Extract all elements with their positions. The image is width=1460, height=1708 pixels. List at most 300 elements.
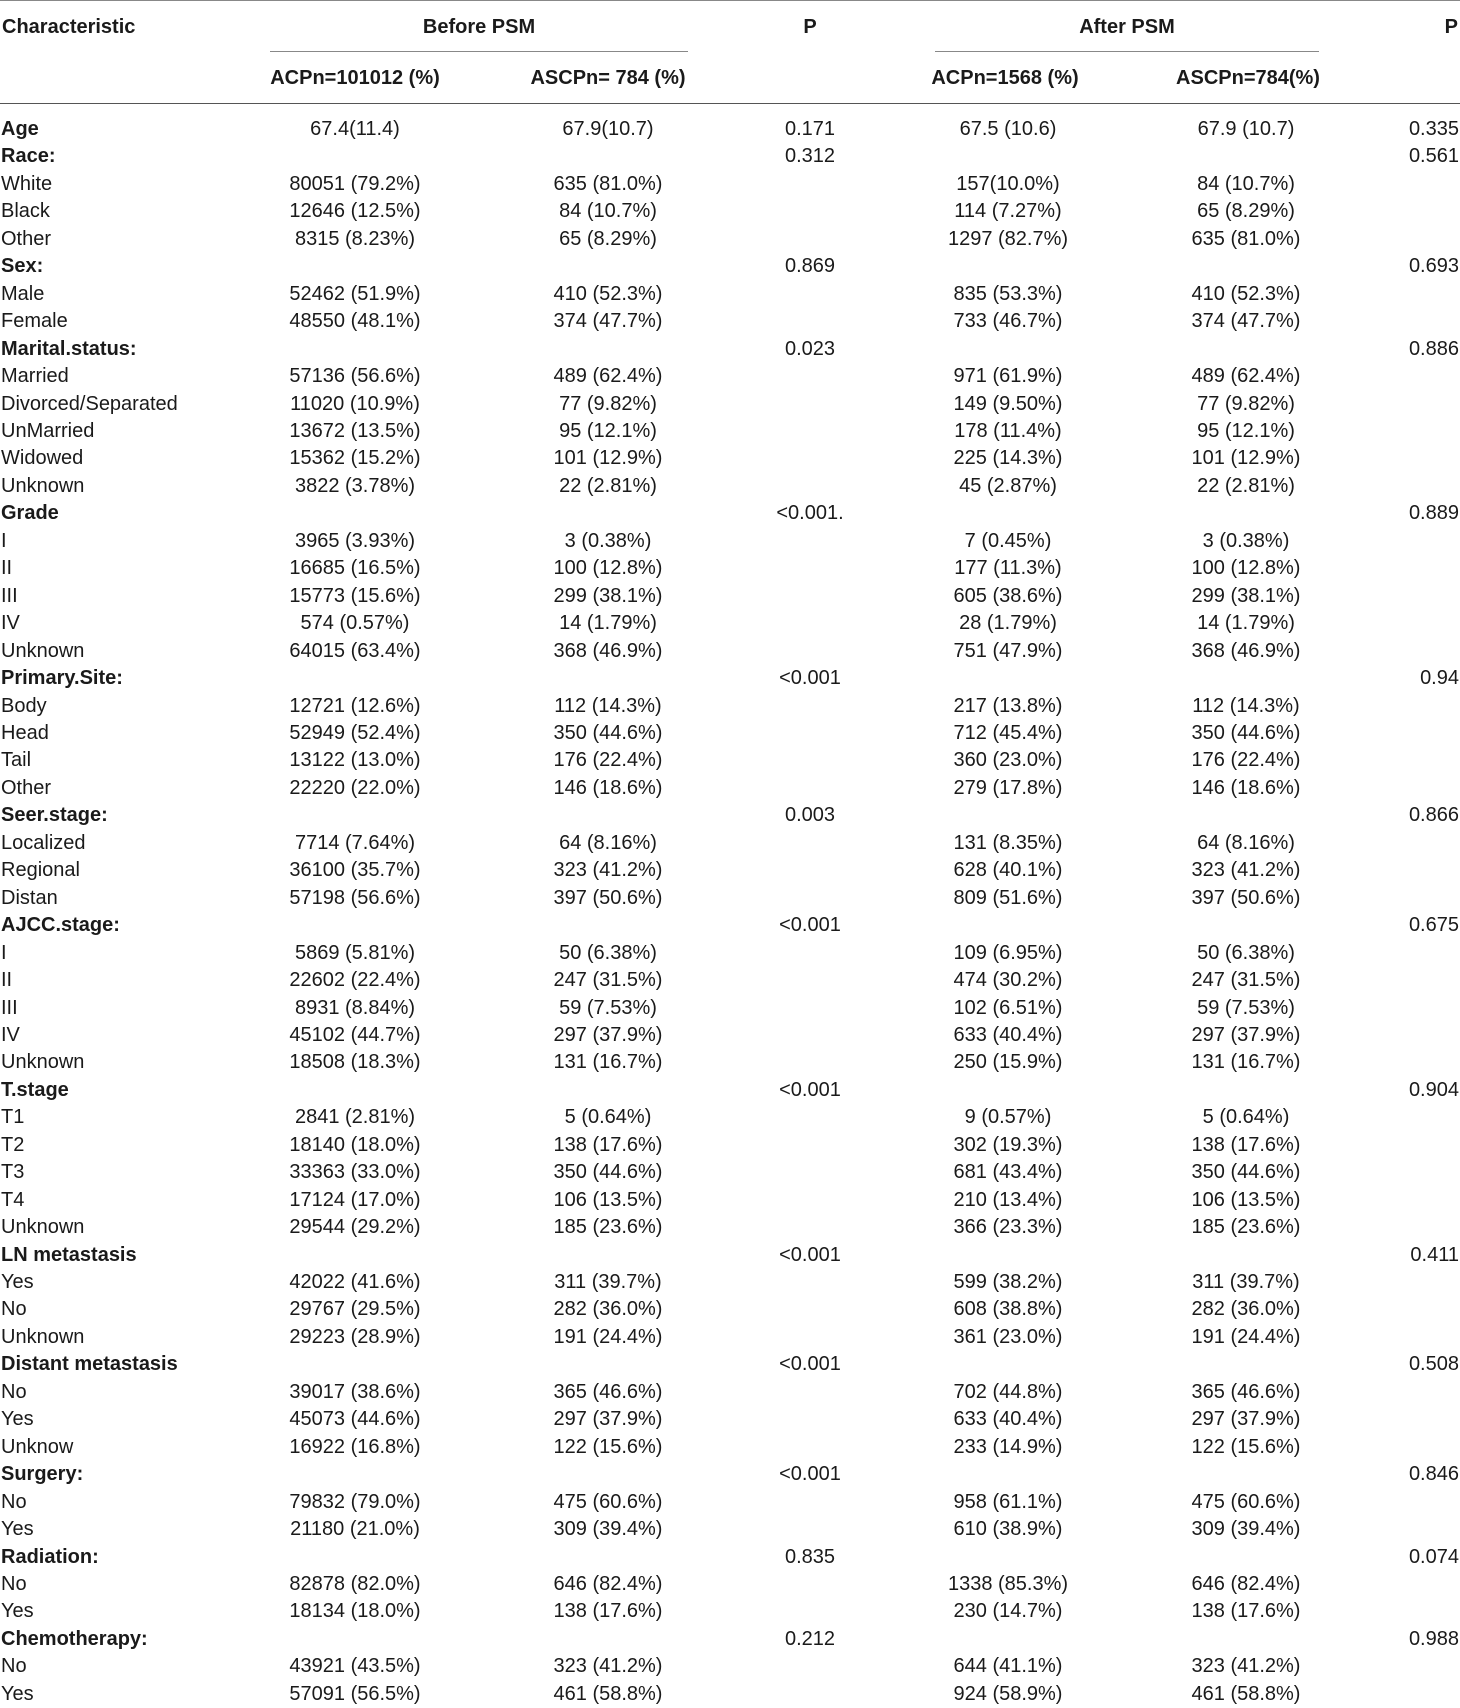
cell-acp-after: 360 (23.0%) <box>953 749 1063 772</box>
cell-ascp-after: 14 (1.79%) <box>1197 612 1295 635</box>
cell-acp-after: 233 (14.9%) <box>953 1435 1063 1458</box>
cell-ascp-before: 397 (50.6%) <box>553 886 663 909</box>
cell-ascp-before: 475 (60.6%) <box>553 1490 663 1513</box>
header-rule-before <box>270 51 688 52</box>
row-label: I <box>1 941 7 964</box>
table-row <box>0 1269 1460 1296</box>
table-row <box>0 1104 1460 1131</box>
cell-ascp-after: 146 (18.6%) <box>1191 776 1301 799</box>
table-group-row <box>0 1626 1460 1653</box>
cell-acp-before: 52462 (51.9%) <box>289 282 421 305</box>
cell-ascp-before: 22 (2.81%) <box>559 474 657 497</box>
table-row <box>0 1516 1460 1543</box>
cell-ascp-before: 84 (10.7%) <box>559 200 657 223</box>
row-label: T1 <box>1 1106 25 1129</box>
cell-acp-before: 18140 (18.0%) <box>289 1133 421 1156</box>
cell-ascp-before: 138 (17.6%) <box>553 1133 663 1156</box>
row-label: Yes <box>1 1408 34 1431</box>
cell-p-before: 0.312 <box>784 145 836 168</box>
row-label: Radiation: <box>1 1545 99 1568</box>
cell-acp-before: 52949 (52.4%) <box>289 721 421 744</box>
cell-acp-before: 7714 (7.64%) <box>294 831 416 854</box>
cell-acp-after: 102 (6.51%) <box>953 996 1063 1019</box>
cell-acp-after: 178 (11.4%) <box>954 419 1062 442</box>
row-label: Body <box>1 694 47 717</box>
cell-p-before: <0.001 <box>779 1463 841 1486</box>
cell-acp-before: 22220 (22.0%) <box>289 776 421 799</box>
cell-ascp-after: 350 (44.6%) <box>1191 1161 1301 1184</box>
row-label: Sex: <box>1 255 44 278</box>
row-label: T4 <box>1 1188 25 1211</box>
cell-acp-before: 18134 (18.0%) <box>289 1600 421 1623</box>
table-row <box>0 473 1460 500</box>
row-label: AJCC.stage: <box>1 914 120 937</box>
row-label: Divorced/Separated <box>1 392 178 415</box>
cell-ascp-before: 297 (37.9%) <box>553 1023 663 1046</box>
cell-ascp-before: 461 (58.8%) <box>553 1682 663 1705</box>
cell-p-before: 0.212 <box>784 1627 836 1650</box>
table-row <box>0 1489 1460 1516</box>
row-label: Unknown <box>1 1051 85 1074</box>
cell-p-before: 0.171 <box>784 118 836 140</box>
header-acp-before: ACPn=101012 (%) <box>270 67 440 89</box>
cell-acp-after: 114 (7.27%) <box>954 200 1062 223</box>
cell-acp-before: 29544 (29.2%) <box>289 1216 421 1239</box>
cell-ascp-before: 131 (16.7%) <box>553 1051 663 1074</box>
table-row <box>0 940 1460 967</box>
cell-acp-before: 45073 (44.6%) <box>289 1408 421 1431</box>
cell-p-before: <0.001 <box>779 1078 841 1101</box>
table-row <box>0 775 1460 802</box>
table-row <box>0 528 1460 555</box>
row-label: Yes <box>1 1682 34 1705</box>
cell-ascp-after: 22 (2.81%) <box>1197 474 1295 497</box>
header-p-before: P <box>803 16 817 38</box>
row-label: UnMarried <box>1 419 95 442</box>
cell-ascp-before: 122 (15.6%) <box>553 1435 663 1458</box>
table-row <box>0 610 1460 637</box>
cell-ascp-after: 410 (52.3%) <box>1191 282 1301 305</box>
cell-ascp-after: 247 (31.5%) <box>1191 969 1301 992</box>
cell-ascp-after: 297 (37.9%) <box>1191 1023 1301 1046</box>
cell-acp-after: 628 (40.1%) <box>953 859 1063 882</box>
cell-acp-after: 361 (23.0%) <box>953 1325 1063 1348</box>
row-label: IV <box>1 1023 20 1046</box>
row-label: No <box>1 1298 27 1321</box>
table-row <box>0 171 1460 198</box>
cell-ascp-before: 410 (52.3%) <box>553 282 663 305</box>
cell-acp-after: 217 (13.8%) <box>953 694 1063 717</box>
cell-acp-before: 33363 (33.0%) <box>289 1161 421 1184</box>
table-row <box>0 363 1460 390</box>
cell-p-after: 0.866 <box>1408 804 1459 827</box>
cell-acp-after: 702 (44.8%) <box>953 1380 1063 1403</box>
table-row <box>0 1434 1460 1461</box>
cell-ascp-before: 100 (12.8%) <box>553 557 663 580</box>
row-label: T2 <box>1 1133 25 1156</box>
cell-ascp-before: 64 (8.16%) <box>559 831 657 854</box>
table-row <box>0 995 1460 1022</box>
cell-ascp-after: 311 (39.7%) <box>1192 1271 1300 1294</box>
cell-ascp-after: 131 (16.7%) <box>1191 1051 1301 1074</box>
cell-acp-before: 3822 (3.78%) <box>294 474 416 497</box>
cell-ascp-before: 3 (0.38%) <box>564 529 652 552</box>
table-row <box>0 1049 1460 1076</box>
row-label: Seer.stage: <box>1 804 108 827</box>
row-label: Unknown <box>1 474 85 497</box>
table-group-row <box>0 1351 1460 1378</box>
cell-acp-after: 45 (2.87%) <box>959 474 1057 497</box>
cell-acp-after: 7 (0.45%) <box>964 529 1052 552</box>
cell-ascp-after: 489 (62.4%) <box>1191 365 1301 388</box>
header-ascp-before: ASCPn= 784 (%) <box>530 67 686 89</box>
row-label: Unknown <box>1 1325 85 1348</box>
cell-p-after: 0.846 <box>1408 1463 1459 1486</box>
cell-ascp-before: 368 (46.9%) <box>553 639 663 662</box>
cell-acp-after: 302 (19.3%) <box>953 1133 1063 1156</box>
cell-acp-after: 751 (47.9%) <box>953 639 1063 662</box>
cell-ascp-after: 5 (0.64%) <box>1202 1106 1290 1129</box>
table-row <box>0 418 1460 445</box>
cell-p-after: 0.335 <box>1408 118 1459 140</box>
table-group-row <box>0 1461 1460 1488</box>
row-label: Male <box>1 282 45 305</box>
cell-ascp-after: 50 (6.38%) <box>1197 941 1295 964</box>
cell-acp-before: 80051 (79.2%) <box>289 172 421 195</box>
cell-acp-before: 13672 (13.5%) <box>289 419 421 442</box>
cell-ascp-after: 84 (10.7%) <box>1197 172 1295 195</box>
cell-ascp-after: 350 (44.6%) <box>1191 721 1301 744</box>
cell-ascp-after: 59 (7.53%) <box>1197 996 1295 1019</box>
row-label: Unknown <box>1 1216 85 1239</box>
table-group-row <box>0 253 1460 280</box>
cell-acp-after: 157(10.0%) <box>956 172 1060 195</box>
cell-ascp-before: 138 (17.6%) <box>553 1600 663 1623</box>
cell-acp-before: 2841 (2.81%) <box>294 1106 416 1129</box>
row-label: Unknown <box>1 639 85 662</box>
cell-p-after: 0.411 <box>1410 1243 1459 1266</box>
cell-p-before: 0.023 <box>784 337 836 360</box>
cell-acp-after: 971 (61.9%) <box>953 365 1063 388</box>
row-label: Unknow <box>1 1435 74 1458</box>
table-group-row <box>0 500 1460 527</box>
cell-ascp-before: 112 (14.3%) <box>554 694 662 717</box>
cell-p-before: <0.001 <box>779 914 841 937</box>
row-label: No <box>1 1490 27 1513</box>
cell-acp-before: 8315 (8.23%) <box>294 227 416 250</box>
table-row <box>0 281 1460 308</box>
cell-acp-after: 9 (0.57%) <box>964 1106 1052 1129</box>
cell-ascp-after: 191 (24.4%) <box>1191 1325 1301 1348</box>
cell-ascp-before: 247 (31.5%) <box>553 969 663 992</box>
cell-acp-after: 599 (38.2%) <box>953 1271 1063 1294</box>
cell-acp-after: 1297 (82.7%) <box>947 227 1069 250</box>
cell-ascp-before: 635 (81.0%) <box>553 172 663 195</box>
cell-acp-before: 18508 (18.3%) <box>289 1051 421 1074</box>
cell-ascp-before: 191 (24.4%) <box>553 1325 663 1348</box>
table-row <box>0 1187 1460 1214</box>
table-body <box>0 116 1460 1708</box>
table-row <box>0 1296 1460 1323</box>
cell-p-before: <0.001. <box>776 502 844 525</box>
table-row <box>0 967 1460 994</box>
cell-acp-after: 835 (53.3%) <box>953 282 1063 305</box>
row-label: II <box>1 969 13 992</box>
cell-acp-before: 48550 (48.1%) <box>289 310 421 333</box>
row-label: LN metastasis <box>1 1243 137 1266</box>
table-row <box>0 1022 1460 1049</box>
row-label: III <box>1 996 18 1019</box>
row-label: Yes <box>1 1271 34 1294</box>
cell-acp-after: 633 (40.4%) <box>953 1023 1063 1046</box>
cell-ascp-before: 176 (22.4%) <box>553 749 663 772</box>
cell-acp-after: 149 (9.50%) <box>953 392 1063 415</box>
cell-acp-before: 11020 (10.9%) <box>290 392 420 415</box>
table-row <box>0 445 1460 472</box>
table-row <box>0 693 1460 720</box>
header-acp-after: ACPn=1568 (%) <box>931 67 1079 89</box>
cell-p-after: 0.074 <box>1408 1545 1459 1568</box>
table-group-row <box>0 912 1460 939</box>
table-group-row <box>0 665 1460 692</box>
table-row <box>0 1598 1460 1625</box>
header-p-after: P <box>1444 16 1458 38</box>
cell-p-after: 0.988 <box>1408 1627 1459 1650</box>
row-label: Age <box>1 118 39 140</box>
row-label: Head <box>1 721 49 744</box>
table-row <box>0 583 1460 610</box>
cell-ascp-after: 374 (47.7%) <box>1191 310 1301 333</box>
row-label: Tail <box>1 749 32 772</box>
cell-ascp-after: 3 (0.38%) <box>1202 529 1290 552</box>
cell-p-after: 0.904 <box>1408 1078 1459 1101</box>
table-row <box>0 747 1460 774</box>
cell-ascp-before: 77 (9.82%) <box>559 392 657 415</box>
cell-ascp-after: 64 (8.16%) <box>1197 831 1295 854</box>
cell-ascp-after: 67.9 (10.7) <box>1197 118 1295 140</box>
table-row <box>0 1132 1460 1159</box>
cell-ascp-before: 14 (1.79%) <box>559 612 657 635</box>
row-label: Localized <box>1 831 86 854</box>
cell-acp-before: 82878 (82.0%) <box>289 1573 421 1596</box>
cell-ascp-before: 311 (39.7%) <box>554 1271 662 1294</box>
cell-ascp-after: 100 (12.8%) <box>1191 557 1301 580</box>
row-label: Grade <box>1 502 59 525</box>
cell-acp-after: 809 (51.6%) <box>953 886 1063 909</box>
cell-acp-after: 230 (14.7%) <box>953 1600 1063 1623</box>
cell-ascp-before: 95 (12.1%) <box>559 419 657 442</box>
cell-ascp-before: 5 (0.64%) <box>564 1106 652 1129</box>
cell-acp-after: 681 (43.4%) <box>953 1161 1063 1184</box>
header-before-psm: Before PSM <box>422 16 536 38</box>
cell-acp-after: 633 (40.4%) <box>953 1408 1063 1431</box>
row-label: Surgery: <box>1 1463 84 1486</box>
row-label: No <box>1 1573 27 1596</box>
table-row <box>0 1324 1460 1351</box>
row-label: Other <box>1 776 52 799</box>
table-row <box>0 638 1460 665</box>
cell-acp-after: 109 (6.95%) <box>953 941 1063 964</box>
cell-ascp-after: 365 (46.6%) <box>1191 1380 1301 1403</box>
table-group-row <box>0 1544 1460 1571</box>
cell-ascp-after: 397 (50.6%) <box>1191 886 1301 909</box>
cell-ascp-after: 299 (38.1%) <box>1191 584 1301 607</box>
cell-ascp-before: 299 (38.1%) <box>553 584 663 607</box>
table-row <box>0 555 1460 582</box>
row-label: White <box>1 172 53 195</box>
table-row <box>0 1681 1460 1708</box>
cell-ascp-before: 309 (39.4%) <box>553 1518 663 1541</box>
cell-ascp-after: 138 (17.6%) <box>1191 1133 1301 1156</box>
cell-acp-before: 43921 (43.5%) <box>289 1655 421 1678</box>
cell-acp-after: 605 (38.6%) <box>953 584 1063 607</box>
cell-ascp-after: 176 (22.4%) <box>1191 749 1301 772</box>
cell-p-after: 0.94 <box>1420 667 1459 690</box>
row-label: Race: <box>1 145 56 168</box>
table-group-row <box>0 143 1460 170</box>
cell-ascp-after: 323 (41.2%) <box>1191 1655 1301 1678</box>
cell-ascp-before: 146 (18.6%) <box>553 776 663 799</box>
cell-p-after: 0.886 <box>1408 337 1459 360</box>
cell-ascp-after: 122 (15.6%) <box>1191 1435 1301 1458</box>
table-row <box>0 308 1460 335</box>
table-row <box>0 1214 1460 1241</box>
cell-acp-before: 16922 (16.8%) <box>289 1435 421 1458</box>
row-label: IV <box>1 612 20 635</box>
cell-acp-before: 57198 (56.6%) <box>289 886 421 909</box>
row-label: III <box>1 584 18 607</box>
cell-acp-after: 279 (17.8%) <box>953 776 1063 799</box>
table-row <box>0 885 1460 912</box>
cell-ascp-before: 374 (47.7%) <box>553 310 663 333</box>
cell-ascp-before: 59 (7.53%) <box>559 996 657 1019</box>
table-row <box>0 1159 1460 1186</box>
header-characteristic: Characteristic <box>2 16 136 38</box>
cell-acp-before: 15362 (15.2%) <box>289 447 421 470</box>
row-label: No <box>1 1380 27 1403</box>
cell-acp-before: 12721 (12.6%) <box>289 694 421 717</box>
cell-ascp-before: 185 (23.6%) <box>553 1216 663 1239</box>
cell-ascp-before: 297 (37.9%) <box>553 1408 663 1431</box>
table-row <box>0 1653 1460 1680</box>
cell-ascp-after: 138 (17.6%) <box>1191 1600 1301 1623</box>
table-group-row <box>0 116 1460 143</box>
cell-ascp-before: 489 (62.4%) <box>553 365 663 388</box>
cell-acp-after: 924 (58.9%) <box>953 1682 1063 1705</box>
cell-acp-before: 42022 (41.6%) <box>289 1271 421 1294</box>
table-row <box>0 830 1460 857</box>
cell-ascp-after: 646 (82.4%) <box>1191 1573 1301 1596</box>
row-label: I <box>1 529 7 552</box>
table-row <box>0 391 1460 418</box>
cell-p-before: 0.835 <box>784 1545 836 1568</box>
row-label: Widowed <box>1 447 84 470</box>
cell-acp-after: 28 (1.79%) <box>959 612 1057 635</box>
cell-p-before: 0.003 <box>784 804 836 827</box>
cell-acp-before: 16685 (16.5%) <box>289 557 421 580</box>
cell-acp-before: 21180 (21.0%) <box>290 1518 420 1541</box>
cell-ascp-before: 365 (46.6%) <box>553 1380 663 1403</box>
cell-ascp-after: 106 (13.5%) <box>1191 1188 1301 1211</box>
cell-p-after: 0.693 <box>1408 255 1459 278</box>
table-header <box>0 0 1460 104</box>
cell-ascp-before: 101 (12.9%) <box>553 447 663 470</box>
cell-ascp-after: 65 (8.29%) <box>1197 200 1295 223</box>
cell-acp-after: 67.5 (10.6) <box>959 118 1057 140</box>
cell-p-after: 0.561 <box>1408 145 1459 168</box>
cell-acp-after: 210 (13.4%) <box>953 1188 1063 1211</box>
cell-ascp-before: 106 (13.5%) <box>553 1188 663 1211</box>
cell-p-after: 0.675 <box>1408 914 1459 937</box>
cell-ascp-before: 323 (41.2%) <box>553 859 663 882</box>
row-label: Married <box>1 365 69 388</box>
table-group-row <box>0 802 1460 829</box>
row-label: II <box>1 557 13 580</box>
table-row <box>0 1571 1460 1598</box>
cell-acp-before: 79832 (79.0%) <box>289 1490 421 1513</box>
cell-p-after: 0.508 <box>1408 1353 1459 1376</box>
cell-ascp-before: 323 (41.2%) <box>553 1655 663 1678</box>
cell-acp-after: 644 (41.1%) <box>953 1655 1063 1678</box>
cell-ascp-after: 461 (58.8%) <box>1191 1682 1301 1705</box>
cell-ascp-after: 297 (37.9%) <box>1191 1408 1301 1431</box>
row-label: Black <box>1 200 50 223</box>
cell-ascp-after: 323 (41.2%) <box>1191 859 1301 882</box>
cell-ascp-after: 309 (39.4%) <box>1191 1518 1301 1541</box>
cell-ascp-after: 475 (60.6%) <box>1191 1490 1301 1513</box>
cell-ascp-after: 77 (9.82%) <box>1197 392 1295 415</box>
header-rule-after <box>935 51 1319 52</box>
row-label: Regional <box>1 859 80 882</box>
row-label: Yes <box>1 1518 34 1541</box>
cell-acp-after: 225 (14.3%) <box>953 447 1063 470</box>
cell-acp-after: 366 (23.3%) <box>953 1216 1063 1239</box>
cell-acp-after: 131 (8.35%) <box>953 831 1063 854</box>
cell-acp-before: 64015 (63.4%) <box>289 639 421 662</box>
cell-p-after: 0.889 <box>1408 502 1459 525</box>
cell-p-before: <0.001 <box>779 1353 841 1376</box>
cell-acp-before: 574 (0.57%) <box>300 612 410 635</box>
cell-acp-before: 39017 (38.6%) <box>289 1380 421 1403</box>
cell-acp-before: 13122 (13.0%) <box>289 749 421 772</box>
cell-acp-after: 712 (45.4%) <box>953 721 1063 744</box>
row-label: Marital.status: <box>1 337 137 360</box>
table-row <box>0 1379 1460 1406</box>
row-label: No <box>1 1655 27 1678</box>
cell-p-before: 0.869 <box>784 255 836 278</box>
cell-acp-before: 29767 (29.5%) <box>289 1298 421 1321</box>
cell-ascp-before: 350 (44.6%) <box>553 721 663 744</box>
header-after-psm: After PSM <box>1079 16 1175 38</box>
cell-acp-before: 12646 (12.5%) <box>289 200 421 223</box>
row-label: Yes <box>1 1600 34 1623</box>
cell-acp-after: 958 (61.1%) <box>953 1490 1063 1513</box>
cell-acp-after: 474 (30.2%) <box>953 969 1063 992</box>
cell-acp-after: 733 (46.7%) <box>953 310 1063 333</box>
cell-acp-before: 22602 (22.4%) <box>289 969 421 992</box>
cell-acp-before: 8931 (8.84%) <box>294 996 416 1019</box>
cell-ascp-after: 368 (46.9%) <box>1191 639 1301 662</box>
table-group-row <box>0 1242 1460 1269</box>
table-row <box>0 198 1460 225</box>
cell-ascp-after: 95 (12.1%) <box>1197 419 1295 442</box>
cell-acp-before: 5869 (5.81%) <box>294 941 416 964</box>
table-group-row <box>0 336 1460 363</box>
cell-acp-before: 36100 (35.7%) <box>289 859 421 882</box>
row-label: Chemotherapy: <box>1 1627 148 1650</box>
cell-ascp-after: 185 (23.6%) <box>1191 1216 1301 1239</box>
table-row <box>0 1406 1460 1433</box>
